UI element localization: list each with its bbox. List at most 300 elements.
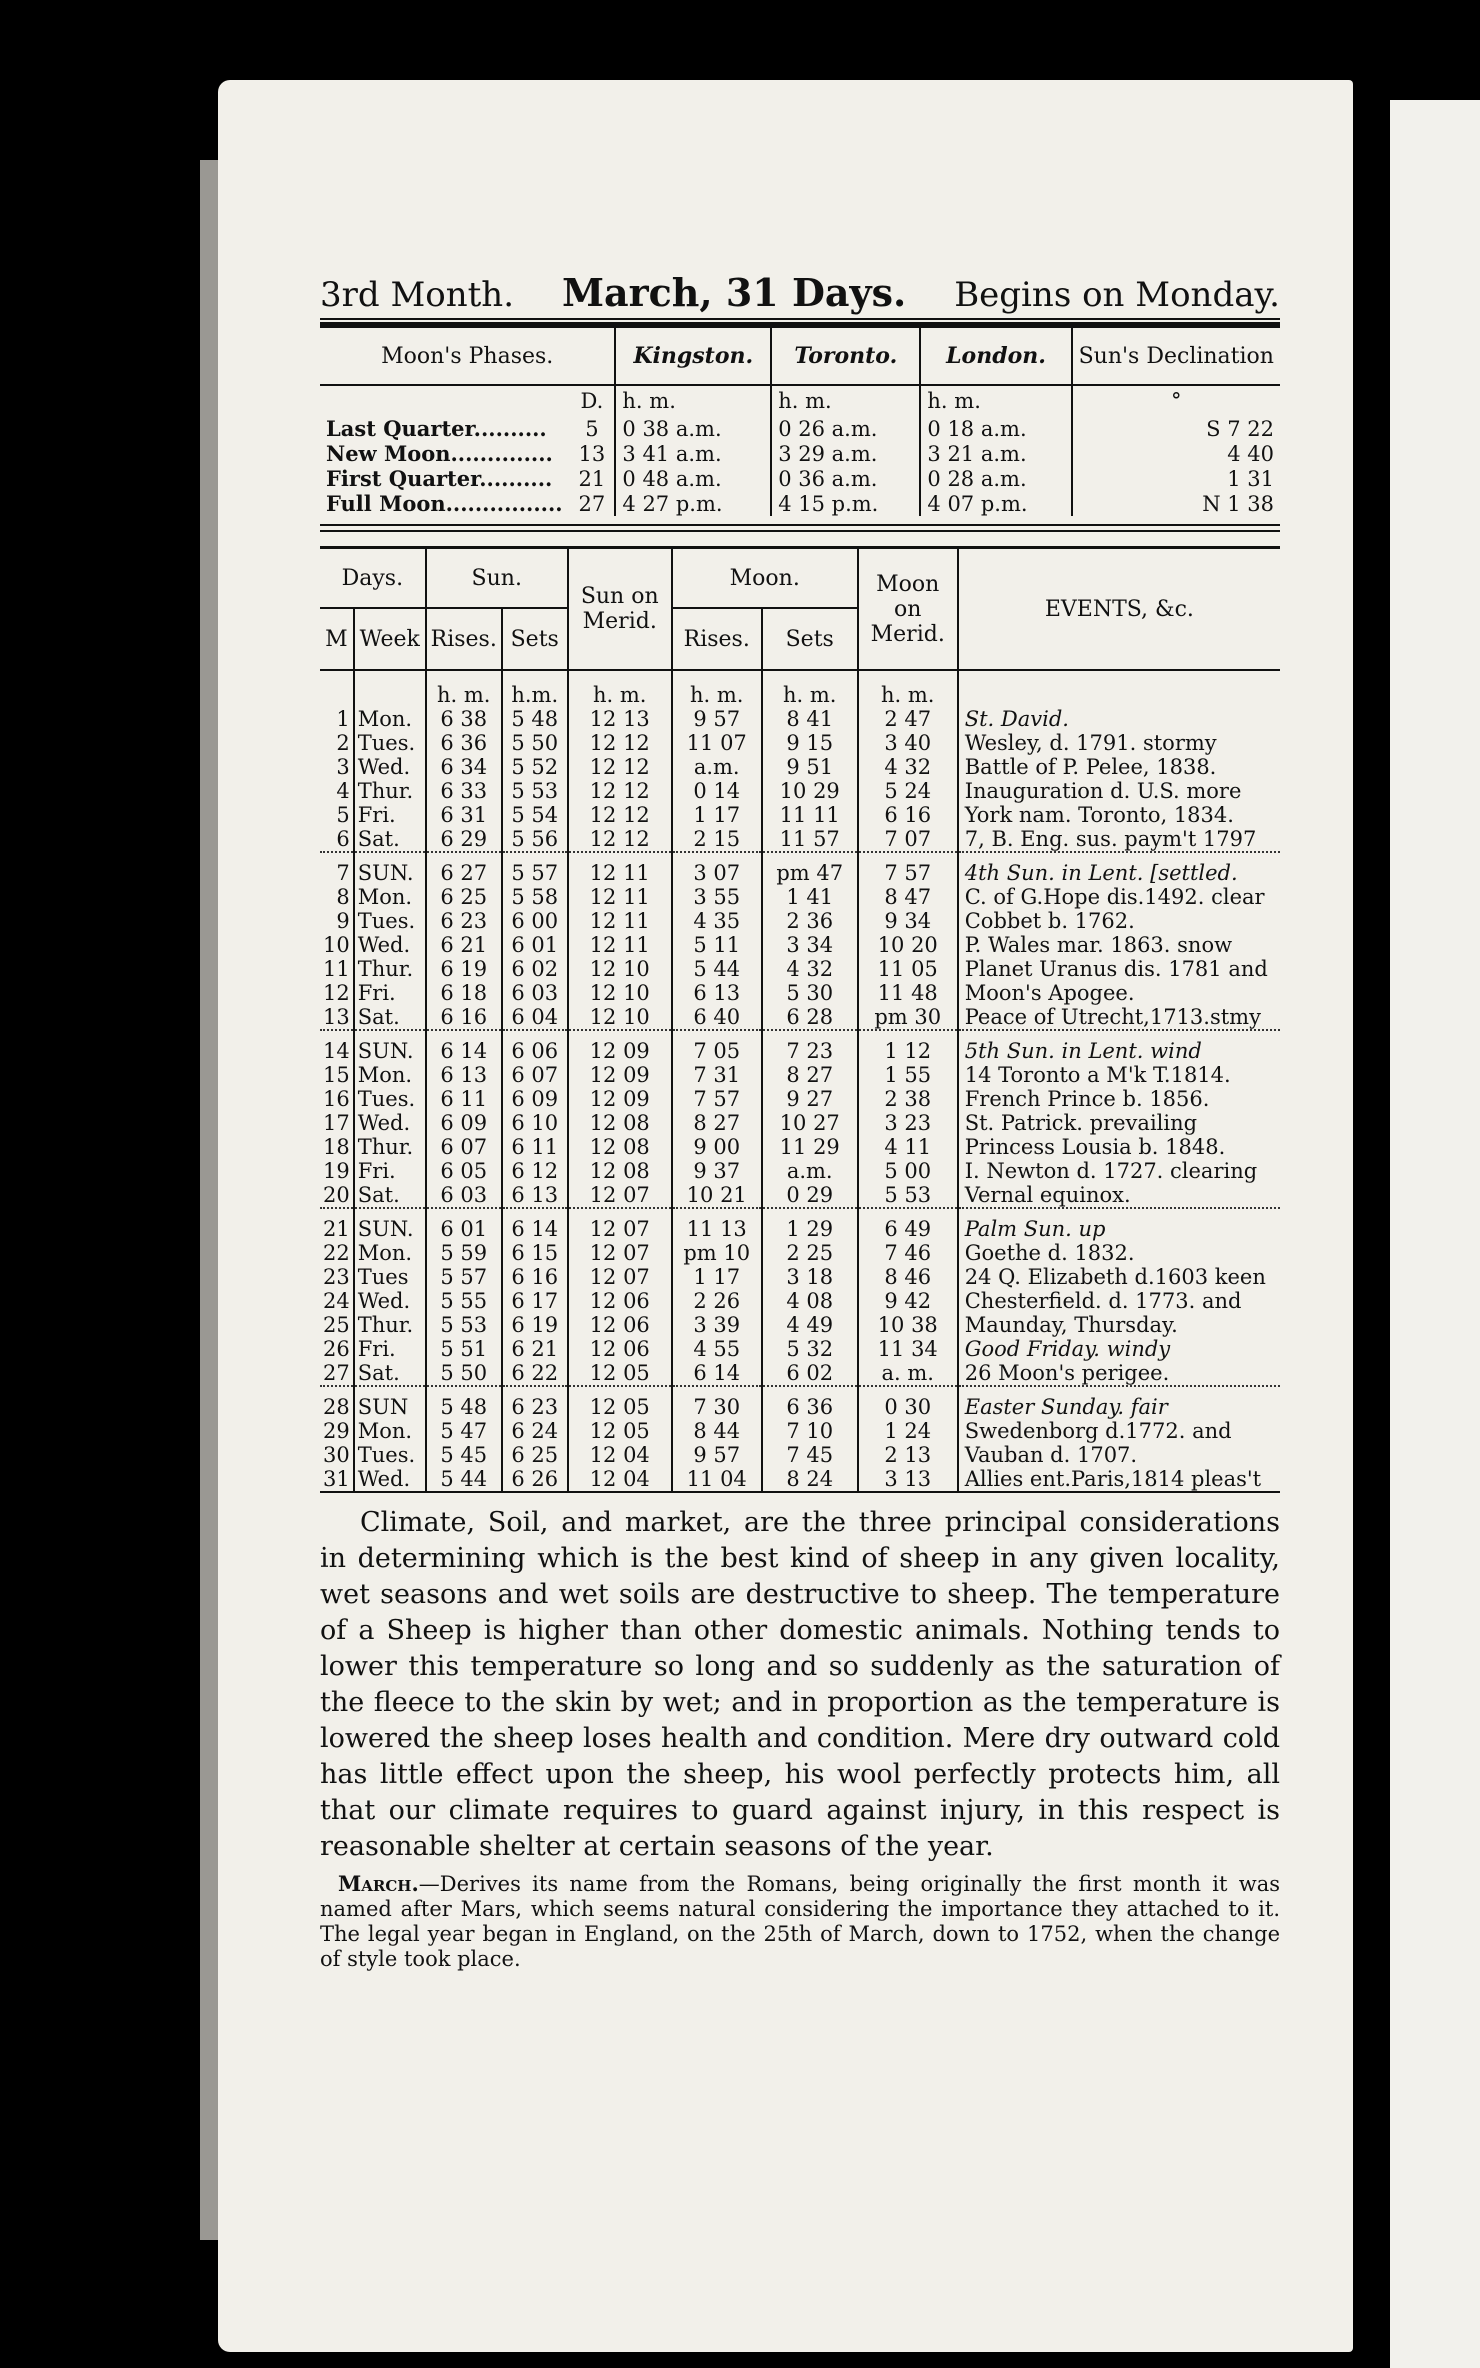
- london-time: 0 18 a.m.: [920, 416, 1071, 441]
- moon-merid: 5 53: [858, 1183, 958, 1208]
- moon-sets: pm 47: [762, 861, 858, 885]
- moon-merid: 8 46: [858, 1265, 958, 1289]
- weekday: SUN.: [354, 1039, 426, 1063]
- sun-rises: 6 13: [426, 1063, 502, 1087]
- sun-sets: 5 58: [502, 885, 568, 909]
- weekday: SUN.: [354, 1217, 426, 1241]
- sun-sets: 6 19: [502, 1313, 568, 1337]
- event: Allies ent.Paris,1814 pleas't: [958, 1467, 1280, 1492]
- weekday: Thur.: [354, 957, 426, 981]
- toronto-time: 0 36 a.m.: [771, 466, 920, 491]
- calendar-row: [320, 1005, 1280, 1030]
- day-unit: D.: [569, 385, 615, 416]
- moon-merid-header: Moon on Merid.: [858, 548, 958, 671]
- day-of-month: 19: [323, 1159, 350, 1183]
- sun-rises: 6 21: [426, 933, 502, 957]
- sun-sets: 6 14: [502, 1217, 568, 1241]
- moon-rises: 11 07: [672, 731, 762, 755]
- london-time: 3 21 a.m.: [920, 441, 1071, 466]
- weekday: Wed.: [354, 1289, 426, 1313]
- sun-rises: 6 11: [426, 1087, 502, 1111]
- sun-sets: 6 15: [502, 1241, 568, 1265]
- day-of-month: 25: [323, 1313, 350, 1337]
- sun-rises: 6 05: [426, 1159, 502, 1183]
- week-separator: [320, 1386, 1280, 1395]
- moon-sets: 11 29: [762, 1135, 858, 1159]
- moon-rises: pm 10: [672, 1241, 762, 1265]
- moon-rises: 10 21: [672, 1183, 762, 1208]
- sun-rises: 5 44: [426, 1467, 502, 1492]
- sun-rises: 5 53: [426, 1313, 502, 1337]
- moon-header: Moon.: [672, 548, 858, 609]
- moon-sets: 2 25: [762, 1241, 858, 1265]
- weekday: Tues.: [354, 1087, 426, 1111]
- weekday: Mon.: [354, 707, 426, 731]
- phase-row: [320, 416, 1280, 441]
- unit-label: h. m.: [858, 670, 958, 707]
- day-of-month: 18: [323, 1135, 350, 1159]
- event: 14 Toronto a M'k T.1814.: [958, 1063, 1280, 1087]
- sun-rises: 5 55: [426, 1289, 502, 1313]
- sun-merid: 12 12: [568, 731, 672, 755]
- moon-merid: 2 47: [858, 707, 958, 731]
- calendar-row: [320, 1265, 1280, 1289]
- moon-sets: 7 45: [762, 1443, 858, 1467]
- moon-rises: 1 17: [672, 1265, 762, 1289]
- note-lead: March.: [338, 1871, 419, 1896]
- event: 4th Sun. in Lent. [settled.: [958, 861, 1280, 885]
- sun-rises: 5 51: [426, 1337, 502, 1361]
- moon-merid: 9 42: [858, 1289, 958, 1313]
- calendar-row: [320, 861, 1280, 885]
- moon-merid: 3 23: [858, 1111, 958, 1135]
- event: Goethe d. 1832.: [958, 1241, 1280, 1265]
- moon-rises: 2 26: [672, 1289, 762, 1313]
- toronto-time: 4 15 p.m.: [771, 491, 920, 516]
- weekday: Sat.: [354, 827, 426, 852]
- day-of-month: 28: [323, 1395, 350, 1419]
- moon-rises: 5 11: [672, 933, 762, 957]
- page-content: [320, 270, 1280, 1972]
- week-separator: [320, 1208, 1280, 1217]
- kingston-header: Kingston.: [615, 328, 771, 385]
- moon-rises: 7 57: [672, 1087, 762, 1111]
- moon-sets: 10 27: [762, 1111, 858, 1135]
- sun-merid: 12 09: [568, 1087, 672, 1111]
- sun-merid: 12 12: [568, 755, 672, 779]
- day-of-month: 26: [323, 1337, 350, 1361]
- sets-header: Sets: [502, 608, 568, 670]
- weekday: SUN.: [354, 861, 426, 885]
- declination-unit: °: [1072, 385, 1280, 416]
- day-of-month: 7: [336, 861, 350, 885]
- declination-value: 4 40: [1072, 441, 1280, 466]
- week-header: Week: [354, 608, 426, 670]
- day-of-month: 23: [323, 1265, 350, 1289]
- declination-value: N 1 38: [1072, 491, 1280, 516]
- phase-day: 21: [578, 466, 606, 491]
- event: 26 Moon's perigee.: [958, 1361, 1280, 1386]
- sun-sets: 6 23: [502, 1395, 568, 1419]
- weekday: Mon.: [354, 1419, 426, 1443]
- phases-rule: [320, 524, 1280, 526]
- sun-sets: 6 11: [502, 1135, 568, 1159]
- sun-rises: 6 14: [426, 1039, 502, 1063]
- sun-rises: 6 19: [426, 957, 502, 981]
- unit-label: h. m.: [568, 670, 672, 707]
- moon-sets: 5 30: [762, 981, 858, 1005]
- toronto-time: 3 29 a.m.: [771, 441, 920, 466]
- sun-merid: 12 07: [568, 1183, 672, 1208]
- phase-name: Full Moon................: [326, 491, 563, 516]
- sun-rises: 6 01: [426, 1217, 502, 1241]
- sun-rises: 5 57: [426, 1265, 502, 1289]
- sun-rises: 6 07: [426, 1135, 502, 1159]
- calendar-row: [320, 707, 1280, 731]
- sun-rises: 5 59: [426, 1241, 502, 1265]
- day-of-month: 14: [323, 1039, 350, 1063]
- day-of-month: 16: [323, 1087, 350, 1111]
- calendar-row: [320, 1361, 1280, 1386]
- calendar-row: [320, 1111, 1280, 1135]
- sun-sets: 6 10: [502, 1111, 568, 1135]
- calendar-row: [320, 1395, 1280, 1419]
- sun-rises: 5 45: [426, 1443, 502, 1467]
- calendar-row: [320, 779, 1280, 803]
- m-header: M: [320, 608, 354, 670]
- moon-merid: 1 12: [858, 1039, 958, 1063]
- london-header: London.: [920, 328, 1071, 385]
- moon-merid: 2 38: [858, 1087, 958, 1111]
- sun-merid: 12 08: [568, 1159, 672, 1183]
- day-of-month: 6: [336, 827, 350, 851]
- event: Vernal equinox.: [958, 1183, 1280, 1208]
- moon-merid: 0 30: [858, 1395, 958, 1419]
- event: Easter Sunday. fair: [958, 1395, 1280, 1419]
- sun-merid: 12 08: [568, 1111, 672, 1135]
- sun-sets: 6 21: [502, 1337, 568, 1361]
- calendar-row: [320, 1289, 1280, 1313]
- moon-rises: 11 04: [672, 1467, 762, 1492]
- event: St. David.: [958, 707, 1280, 731]
- day-of-month: 29: [323, 1419, 350, 1443]
- weekday: Tues.: [354, 731, 426, 755]
- moon-sets: 6 02: [762, 1361, 858, 1386]
- sun-rises: 5 47: [426, 1419, 502, 1443]
- moon-merid: 5 24: [858, 779, 958, 803]
- day-of-month: 8: [336, 885, 350, 909]
- sun-merid: 12 05: [568, 1395, 672, 1419]
- moon-merid: 7 46: [858, 1241, 958, 1265]
- day-of-month: 11: [323, 957, 350, 981]
- calendar-row: [320, 1337, 1280, 1361]
- sun-rises: 6 16: [426, 1005, 502, 1030]
- event: Swedenborg d.1772. and: [958, 1419, 1280, 1443]
- weekday: Thur.: [354, 1135, 426, 1159]
- sun-rises: 6 38: [426, 707, 502, 731]
- sun-merid: 12 07: [568, 1265, 672, 1289]
- weekday: Wed.: [354, 1111, 426, 1135]
- kingston-unit: h. m.: [615, 385, 771, 416]
- moon-sets: 5 32: [762, 1337, 858, 1361]
- moon-rises: 8 27: [672, 1111, 762, 1135]
- weekday: SUN: [354, 1395, 426, 1419]
- weekday: Sat.: [354, 1361, 426, 1386]
- sun-rises: 6 27: [426, 861, 502, 885]
- sun-merid: 12 09: [568, 1039, 672, 1063]
- sun-merid: 12 11: [568, 861, 672, 885]
- sun-merid: 12 06: [568, 1289, 672, 1313]
- declination-value: S 7 22: [1072, 416, 1280, 441]
- sun-merid: 12 12: [568, 803, 672, 827]
- toronto-unit: h. m.: [771, 385, 920, 416]
- phase-day: 5: [585, 416, 599, 441]
- moon-sets: 7 10: [762, 1419, 858, 1443]
- sun-sets: 5 50: [502, 731, 568, 755]
- week-separator: [320, 852, 1280, 861]
- sheep-text: Climate, Soil, and market, are the three principal considerations in determining which is the best kind of sheep in any given locality, wet seasons and wet soils are destructive to sheep. The temperature of a Sheep is higher than other domestic animals. Nothing tends to lower this temperature so long and so suddenly as the saturation of the fleece to the skin by wet; and in proportion as the temperature is lowered the sheep loses health and condition. Mere dry outward cold has little effect upon the sheep, his wool perfectly protects him, all that our climate requires to guard against injury, in this respect is reasonable shelter at certain seasons of the year.: [320, 1507, 1280, 1862]
- next-page-edge: [1390, 100, 1480, 2368]
- sun-sets: 5 54: [502, 803, 568, 827]
- weekday: Tues.: [354, 1443, 426, 1467]
- moon-rises: 8 44: [672, 1419, 762, 1443]
- sun-merid: 12 13: [568, 707, 672, 731]
- declination-value: 1 31: [1072, 466, 1280, 491]
- calendar-row: [320, 755, 1280, 779]
- moon-sets: 11 11: [762, 803, 858, 827]
- moon-merid: 6 16: [858, 803, 958, 827]
- kingston-time: 4 27 p.m.: [615, 491, 771, 516]
- moon-rises: 1 17: [672, 803, 762, 827]
- moon-merid: 4 32: [858, 755, 958, 779]
- event: Palm Sun. up: [958, 1217, 1280, 1241]
- sun-sets: 6 01: [502, 933, 568, 957]
- weekday: Mon.: [354, 1241, 426, 1265]
- gutter: [1372, 90, 1390, 2368]
- calendar-row: [320, 1183, 1280, 1208]
- moon-phases-header: Moon's Phases.: [381, 343, 554, 369]
- sun-merid: 12 11: [568, 885, 672, 909]
- moon-rises: 6 40: [672, 1005, 762, 1030]
- weekday: Mon.: [354, 885, 426, 909]
- phase-day: 27: [578, 491, 606, 516]
- calendar-row: [320, 1087, 1280, 1111]
- sun-rises: 6 29: [426, 827, 502, 852]
- sun-sets: 6 02: [502, 957, 568, 981]
- moon-rises: 9 57: [672, 1443, 762, 1467]
- moon-sets: 9 27: [762, 1087, 858, 1111]
- calendar-row: [320, 885, 1280, 909]
- weekday: Wed.: [354, 1467, 426, 1492]
- event: Vauban d. 1707.: [958, 1443, 1280, 1467]
- day-of-month: 15: [323, 1063, 350, 1087]
- moon-sets: 7 23: [762, 1039, 858, 1063]
- sun-sets: 6 12: [502, 1159, 568, 1183]
- calendar-row: [320, 1313, 1280, 1337]
- weekday: Fri.: [354, 1337, 426, 1361]
- event: York nam. Toronto, 1834.: [958, 803, 1280, 827]
- toronto-time: 0 26 a.m.: [771, 416, 920, 441]
- sun-sets: 6 13: [502, 1183, 568, 1208]
- moon-merid: 8 47: [858, 885, 958, 909]
- sun-sets: 6 03: [502, 981, 568, 1005]
- calendar-row: [320, 1241, 1280, 1265]
- phase-name: Last Quarter..........: [326, 416, 547, 441]
- calendar-row: [320, 731, 1280, 755]
- day-of-month: 4: [336, 779, 350, 803]
- sun-merid: 12 06: [568, 1313, 672, 1337]
- moon-phases-table: [320, 328, 1280, 516]
- day-of-month: 1: [336, 707, 350, 731]
- moon-sets: 8 27: [762, 1063, 858, 1087]
- sun-sets: 5 48: [502, 707, 568, 731]
- moon-sets: 2 36: [762, 909, 858, 933]
- weekday: Fri.: [354, 981, 426, 1005]
- moon-sets: 3 34: [762, 933, 858, 957]
- day-of-month: 30: [323, 1443, 350, 1467]
- header-rule: [320, 318, 1280, 320]
- unit-label: h.m.: [502, 670, 568, 707]
- calendar-row: [320, 909, 1280, 933]
- sun-sets: 6 24: [502, 1419, 568, 1443]
- moon-merid: 1 24: [858, 1419, 958, 1443]
- event: C. of G.Hope dis.1492. clear: [958, 885, 1280, 909]
- calendar-row: [320, 1217, 1280, 1241]
- sun-rises: 6 18: [426, 981, 502, 1005]
- note-text: —Derives its name from the Romans, being originally the first month it was named after Mars, which seems natural considering the importance they attached to it. The legal year began in England, on the 25th of March, down to 1752, when the change of style took place.: [320, 1872, 1280, 1971]
- event: 24 Q. Elizabeth d.1603 keen: [958, 1265, 1280, 1289]
- moon-sets: a.m.: [762, 1159, 858, 1183]
- sun-merid: 12 04: [568, 1467, 672, 1492]
- sun-merid: 12 12: [568, 827, 672, 852]
- calendar-row: [320, 1419, 1280, 1443]
- day-of-month: 27: [323, 1361, 350, 1385]
- sun-header: Sun.: [426, 548, 568, 609]
- page-header: [320, 270, 1280, 318]
- day-of-month: 3: [336, 755, 350, 779]
- sun-sets: 6 09: [502, 1087, 568, 1111]
- sun-merid: 12 07: [568, 1241, 672, 1265]
- unit-label: h. m.: [426, 670, 502, 707]
- event: Planet Uranus dis. 1781 and: [958, 957, 1280, 981]
- event: Princess Lousia b. 1848.: [958, 1135, 1280, 1159]
- day-of-month: 5: [336, 803, 350, 827]
- event: Battle of P. Pelee, 1838.: [958, 755, 1280, 779]
- day-of-month: 9: [336, 909, 350, 933]
- moon-rises: 4 35: [672, 909, 762, 933]
- rises-header: Rises.: [426, 608, 502, 670]
- sun-sets: 6 07: [502, 1063, 568, 1087]
- london-time: 4 07 p.m.: [920, 491, 1071, 516]
- moon-merid: 7 57: [858, 861, 958, 885]
- sun-merid: 12 06: [568, 1337, 672, 1361]
- calendar-row: [320, 1159, 1280, 1183]
- moon-merid: 3 13: [858, 1467, 958, 1492]
- sun-sets: 6 00: [502, 909, 568, 933]
- moon-rises: 9 00: [672, 1135, 762, 1159]
- moon-merid: 11 05: [858, 957, 958, 981]
- moon-sets: 11 57: [762, 827, 858, 852]
- moon-sets: 9 51: [762, 755, 858, 779]
- moon-sets: 4 08: [762, 1289, 858, 1313]
- moon-sets: 6 28: [762, 1005, 858, 1030]
- calendar-row: [320, 933, 1280, 957]
- moon-merid: 11 34: [858, 1337, 958, 1361]
- moon-rises: 3 39: [672, 1313, 762, 1337]
- kingston-time: 0 48 a.m.: [615, 466, 771, 491]
- day-of-month: 24: [323, 1289, 350, 1313]
- sun-merid: 12 10: [568, 957, 672, 981]
- day-of-month: 22: [323, 1241, 350, 1265]
- weekday: Thur.: [354, 1313, 426, 1337]
- sun-merid: 12 11: [568, 909, 672, 933]
- event: 5th Sun. in Lent. wind: [958, 1039, 1280, 1063]
- event: I. Newton d. 1727. clearing: [958, 1159, 1280, 1183]
- declination-header: Sun's Declination: [1072, 328, 1280, 385]
- london-unit: h. m.: [920, 385, 1071, 416]
- toronto-header: Toronto.: [771, 328, 920, 385]
- sun-merid: 12 11: [568, 933, 672, 957]
- sun-sets: 6 26: [502, 1467, 568, 1492]
- day-of-month: 10: [323, 933, 350, 957]
- calendar-row: [320, 1467, 1280, 1492]
- calendar-row: [320, 1039, 1280, 1063]
- day-of-month: 2: [336, 731, 350, 755]
- sun-rises: 6 33: [426, 779, 502, 803]
- moon-sets: 3 18: [762, 1265, 858, 1289]
- sun-merid: 12 05: [568, 1419, 672, 1443]
- event: Maunday, Thursday.: [958, 1313, 1280, 1337]
- event: Good Friday. windy: [958, 1337, 1280, 1361]
- sun-sets: 6 16: [502, 1265, 568, 1289]
- moon-sets: 9 15: [762, 731, 858, 755]
- sun-rises: 6 25: [426, 885, 502, 909]
- weekday: Sat.: [354, 1005, 426, 1030]
- moon-sets: 1 41: [762, 885, 858, 909]
- moon-rises: 7 31: [672, 1063, 762, 1087]
- sun-sets: 6 22: [502, 1361, 568, 1386]
- weekday: Thur.: [354, 779, 426, 803]
- sun-rises: 6 23: [426, 909, 502, 933]
- moon-sets: 4 49: [762, 1313, 858, 1337]
- calendar-row: [320, 1135, 1280, 1159]
- moon-sets: 6 36: [762, 1395, 858, 1419]
- phases-rule-2: [320, 530, 1280, 532]
- event: 7, B. Eng. sus. paym't 1797: [958, 827, 1280, 852]
- event: Moon's Apogee.: [958, 981, 1280, 1005]
- sun-rises: 6 31: [426, 803, 502, 827]
- days-header: Days.: [341, 565, 404, 591]
- moon-rises: 7 30: [672, 1395, 762, 1419]
- moon-merid: pm 30: [858, 1005, 958, 1030]
- unit-label: h. m.: [762, 670, 858, 707]
- calendar-row: [320, 957, 1280, 981]
- event: Cobbet b. 1762.: [958, 909, 1280, 933]
- sun-rises: 5 48: [426, 1395, 502, 1419]
- calendar-table: [320, 546, 1280, 1493]
- day-of-month: 21: [323, 1217, 350, 1241]
- moon-rises: 3 07: [672, 861, 762, 885]
- moon-merid: 10 38: [858, 1313, 958, 1337]
- sun-sets: 6 17: [502, 1289, 568, 1313]
- weekday: Wed.: [354, 933, 426, 957]
- sun-rises: 5 50: [426, 1361, 502, 1386]
- moon-rises: 7 05: [672, 1039, 762, 1063]
- day-of-month: 20: [323, 1183, 350, 1207]
- sun-merid: 12 12: [568, 779, 672, 803]
- moon-merid: 4 11: [858, 1135, 958, 1159]
- london-time: 0 28 a.m.: [920, 466, 1071, 491]
